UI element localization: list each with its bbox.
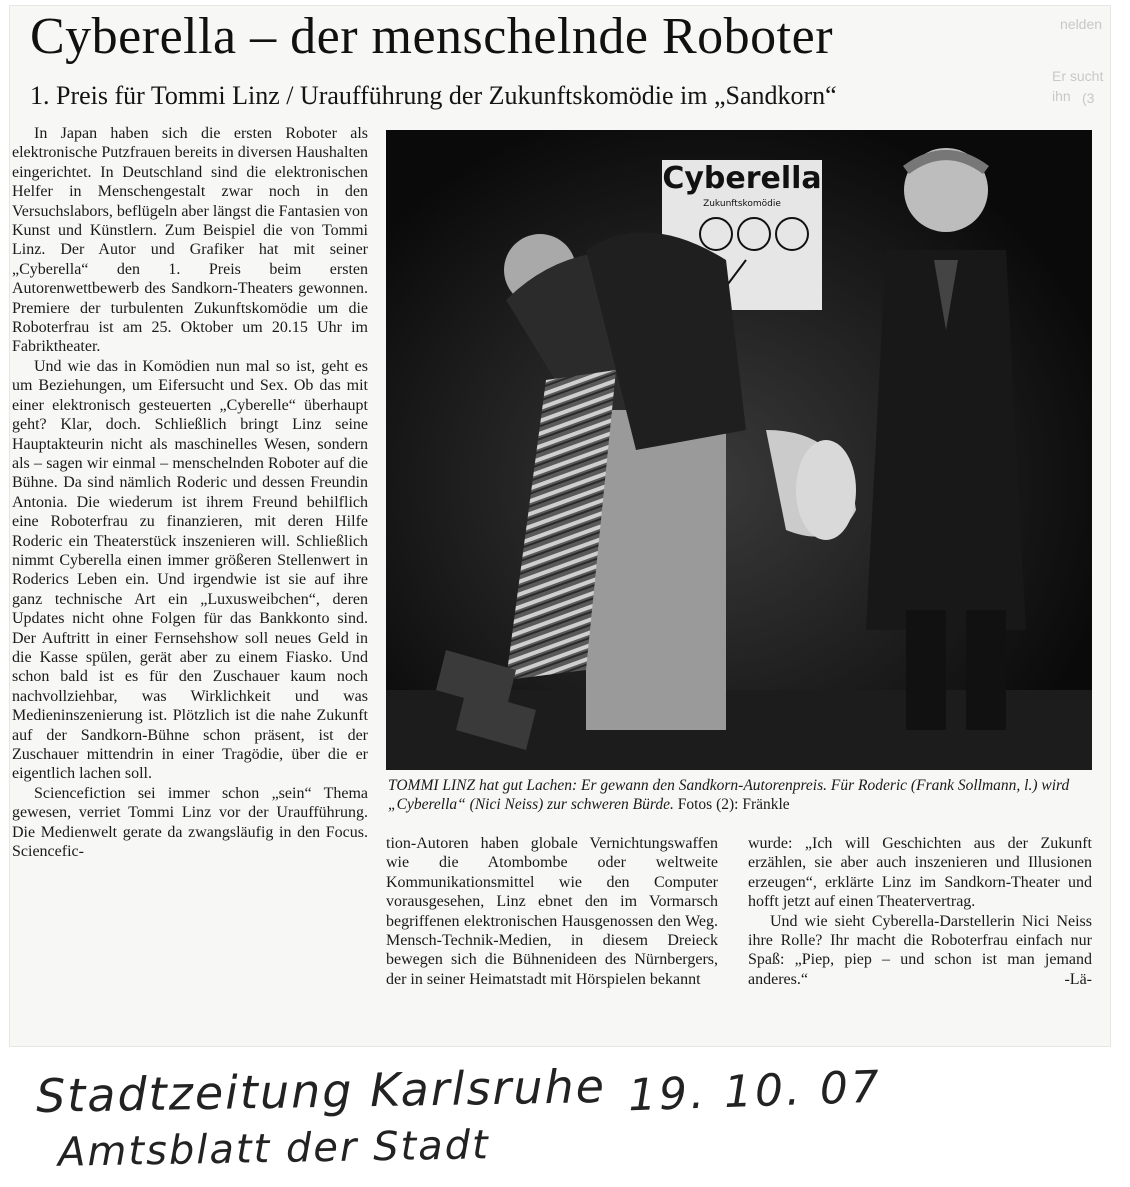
bleed-text-2: (3 bbox=[1082, 90, 1095, 106]
handwritten-date: 19. 10. 07 bbox=[627, 1061, 883, 1122]
caption-text: TOMMI LINZ hat gut Lachen: Er gewann den Sandkorn-Autorenpreis. Für Roderic (Frank Sollmann, l.) wird „Cyberella“ (Nici Neiss) zur schweren Bürde. bbox=[388, 777, 1070, 813]
article-paragraph: Sciencefiction sei immer schon „sein“ Thema gewesen, verriet Tommi Linz vor der Uraufführung. Die Medienwelt gerate da zwangsläufig in den Focus. Sciencefic- bbox=[12, 784, 368, 861]
article-right-column bbox=[748, 834, 1092, 989]
photo-credit: Fotos (2): Fränkle bbox=[677, 796, 790, 813]
poster-title: Cyberella bbox=[662, 161, 822, 196]
article-subheadline: 1. Preis für Tommi Linz / Uraufführung der Zukunftskomödie im „Sandkorn“ bbox=[30, 81, 837, 110]
article-photo bbox=[386, 130, 1092, 770]
article-left-column bbox=[12, 124, 368, 861]
article-paragraph: tion-Autoren haben globale Vernichtungswaffen wie die Atombombe oder weltweite Kommunikationsmittel wie den Computer vorausgesehen, Linz ebnet den im Vormarsch begriffenen elektronischen Hausgenossen den Weg. Mensch-Technik-Medien, in diesem Dreieck bewegen sich die Bühnenideen des Nürnbergers, der in seiner Heimatstadt mit Hörspielen bekannt bbox=[386, 835, 718, 988]
handwritten-publisher: Amtsblatt der Stadt bbox=[57, 1122, 491, 1176]
article-headline: Cyberella – der menschelnde Roboter bbox=[30, 8, 834, 65]
article-paragraph: In Japan haben sich die ersten Roboter als elektronische Putzfrauen bereits in diversen Haushalten eingerichtet. In Deutschland sind die elektronischen Helfer in Menschengestalt zwar noch in den Versuchslabors, beflügeln aber längst die Fantasien von Kunst und Künstlern. Zum Beispiel die von Tommi Linz. Der Autor und Grafiker hat mit seiner „Cyberella“ den 1. Preis beim ersten Autorenwettbewerb des Sandkorn-Theaters gewonnen. Premiere der turbulenten Zukunftskomödie um die Roboterfrau ist am 25. Oktober um 20.15 Uhr im Fabriktheater. bbox=[12, 125, 368, 356]
bleed-text-1: Er sucht ihn bbox=[1052, 68, 1104, 104]
photo-caption bbox=[388, 776, 1088, 814]
handwritten-source: Stadtzeitung Karlsruhe bbox=[35, 1059, 607, 1123]
bleed-text-3: nelden bbox=[1060, 16, 1103, 32]
article-paragraph: Und wie sieht Cyberella-Darstellerin Nici Neiss ihre Rolle? Ihr macht die Roboterfrau einfach nur Spaß: „Piep, piep – und schon ist man jemand anderes.“ -Lä- bbox=[748, 912, 1092, 988]
photo-illustration bbox=[386, 130, 1092, 770]
article-paragraph: Und wie das in Komödien nun mal so ist, geht es um Beziehungen, um Eifersucht und Sex. Ob das mit einer elektronisch gesteuerten „Cyberelle“ überhaupt geht? Klar, doch. Schließlich bringt Linz seine Hauptakteurin nicht als maschinelles Wesen, sondern als – sagen wir einmal – menschelnden Roboter auf die Bühne. Da sind nämlich Roderic und dessen Freundin Antonia. Die wiederum ist ihrem Freund behilflich eine Roboterfrau zu finanzieren, mit deren Hilfe Roderic ein Theaterstück inszenieren will. Schließlich nimmt Cyberella einen immer größeren Stellenwert in Roderics Leben ein. Und irgendwie ist sie auf ihre ganz technische Art ein „Luxusweibchen“, deren Updates nicht ohne Folgen für das Bankkonto sind. Der Auftritt in einer Fernsehshow soll neues Geld in die Kasse spülen, gerät aber zu einem Fiasko. Und schon bald ist es für den Zuschauer kaum noch nachvollziehbar, was Wirklichkeit und was Medieninszenierung ist. Plötzlich ist die nahe Zukunft auf der Sandkorn-Bühne schon präsent, ist der Zuschauer mittendrin in einer Tragödie, über die er eigentlich lachen soll. bbox=[12, 357, 368, 783]
article-paragraph: wurde: „Ich will Geschichten aus der Zukunft erzählen, sie aber auch inszenieren und Illusionen erzeugen“, erklärte Linz im Sandkorn-Theater und hofft jetzt auf einen Theatervertrag. bbox=[748, 835, 1092, 911]
article-middle-column bbox=[386, 834, 718, 989]
poster-subtitle: Zukunftskomödie bbox=[703, 199, 781, 209]
